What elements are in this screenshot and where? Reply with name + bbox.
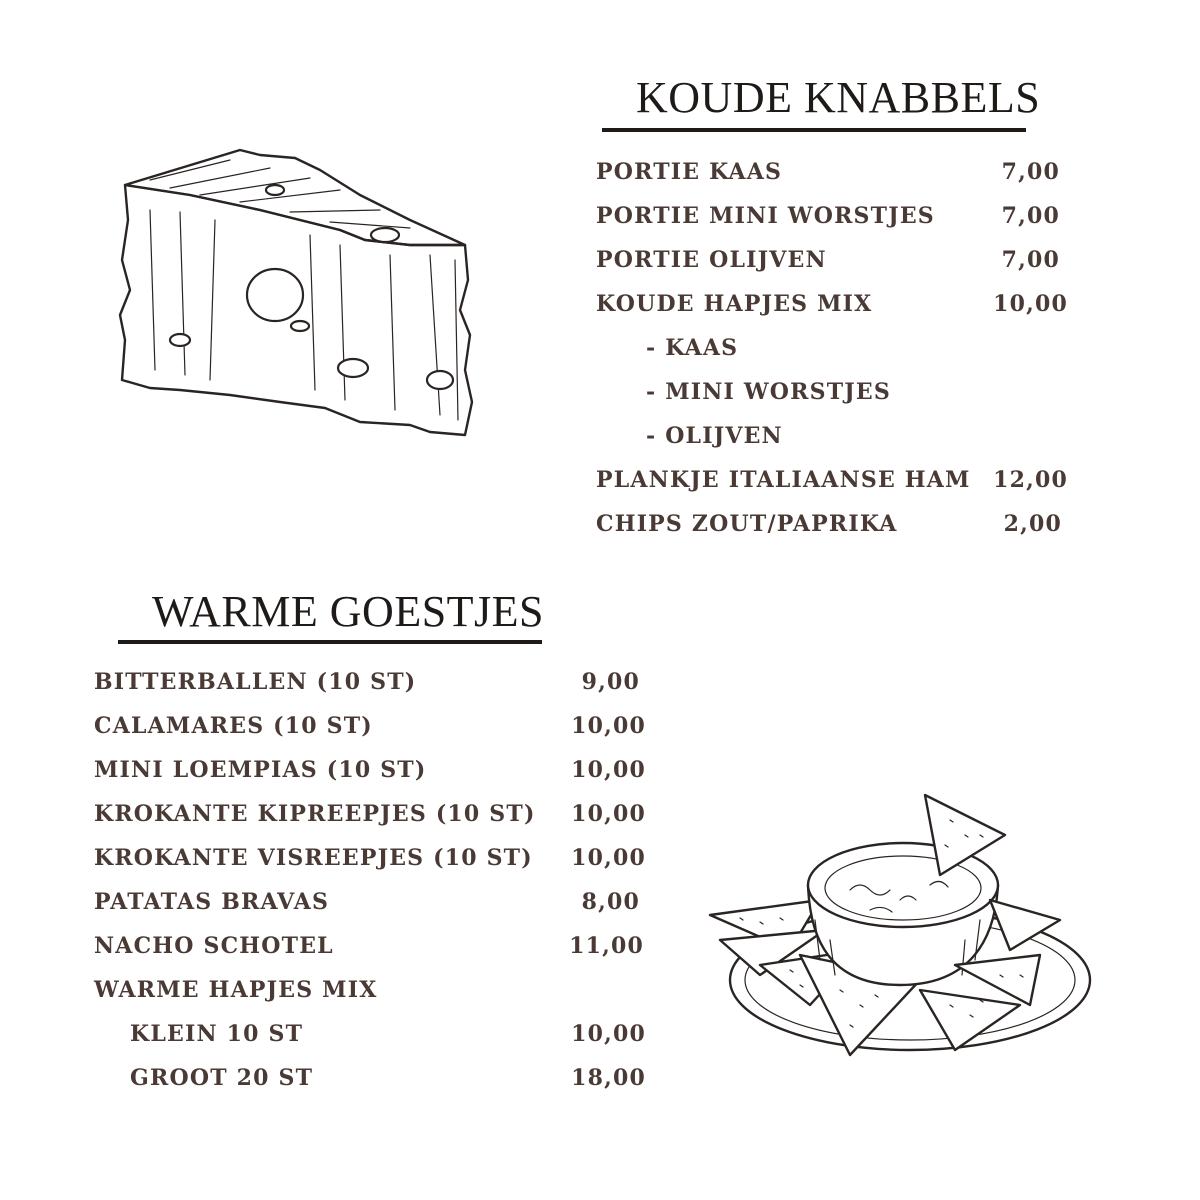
menu-item-price: 10,00 [571, 1021, 646, 1047]
menu-item-name: BITTERBALLEN (10 ST) [94, 669, 417, 695]
title-underline-warme [118, 640, 542, 644]
menu-subitem-name: - OLIJVEN [646, 423, 783, 449]
menu-item-name: CHIPS ZOUT/PAPRIKA [596, 511, 898, 537]
nachos-dip-icon [700, 790, 1100, 1070]
menu-subitem-name: KLEIN 10 ST [130, 1021, 304, 1047]
menu-item-name: PLANKJE ITALIAANSE HAM [596, 467, 971, 493]
menu-item-name: PATATAS BRAVAS [94, 889, 330, 915]
menu-item-price: 8,00 [581, 889, 640, 915]
menu-subitem-name: - MINI WORSTJES [646, 379, 891, 405]
menu-item-price: 9,00 [581, 669, 640, 695]
menu-item-name: CALAMARES (10 ST) [94, 713, 373, 739]
title-underline-koude [602, 128, 1026, 132]
menu-item-name: PORTIE OLIJVEN [596, 247, 827, 273]
menu-item-price: 18,00 [571, 1065, 646, 1091]
menu-item-price: 7,00 [1001, 203, 1060, 229]
menu-item-name: PORTIE MINI WORSTJES [596, 203, 935, 229]
cheese-icon [110, 140, 490, 440]
section-title-warme: WARME GOESTJES [152, 587, 545, 636]
menu-item-name: KROKANTE VISREEPJES (10 ST) [94, 845, 533, 871]
menu-item-name: PORTIE KAAS [596, 159, 783, 185]
menu-item-name: NACHO SCHOTEL [94, 933, 334, 959]
menu-item-price: 10,00 [571, 801, 646, 827]
menu-item-name: MINI LOEMPIAS (10 ST) [94, 757, 427, 783]
menu-item-name: KOUDE HAPJES MIX [596, 291, 873, 317]
menu-item-price: 12,00 [993, 467, 1068, 493]
menu-subitem-name: GROOT 20 ST [130, 1065, 314, 1091]
menu-item-price: 7,00 [1001, 247, 1060, 273]
section-title-koude: KOUDE KNABBELS [636, 73, 1041, 122]
menu-subitem-name: - KAAS [646, 335, 739, 361]
menu-item-price: 10,00 [571, 757, 646, 783]
menu-item-price: 11,00 [569, 933, 644, 959]
menu-item-price: 10,00 [571, 845, 646, 871]
menu-item-price: 7,00 [1001, 159, 1060, 185]
menu-item-price: 10,00 [993, 291, 1068, 317]
menu-item-name: KROKANTE KIPREEPJES (10 ST) [94, 801, 536, 827]
menu-item-name: WARME HAPJES MIX [94, 977, 378, 1003]
menu-item-price: 2,00 [1003, 511, 1062, 537]
menu-item-price: 10,00 [571, 713, 646, 739]
